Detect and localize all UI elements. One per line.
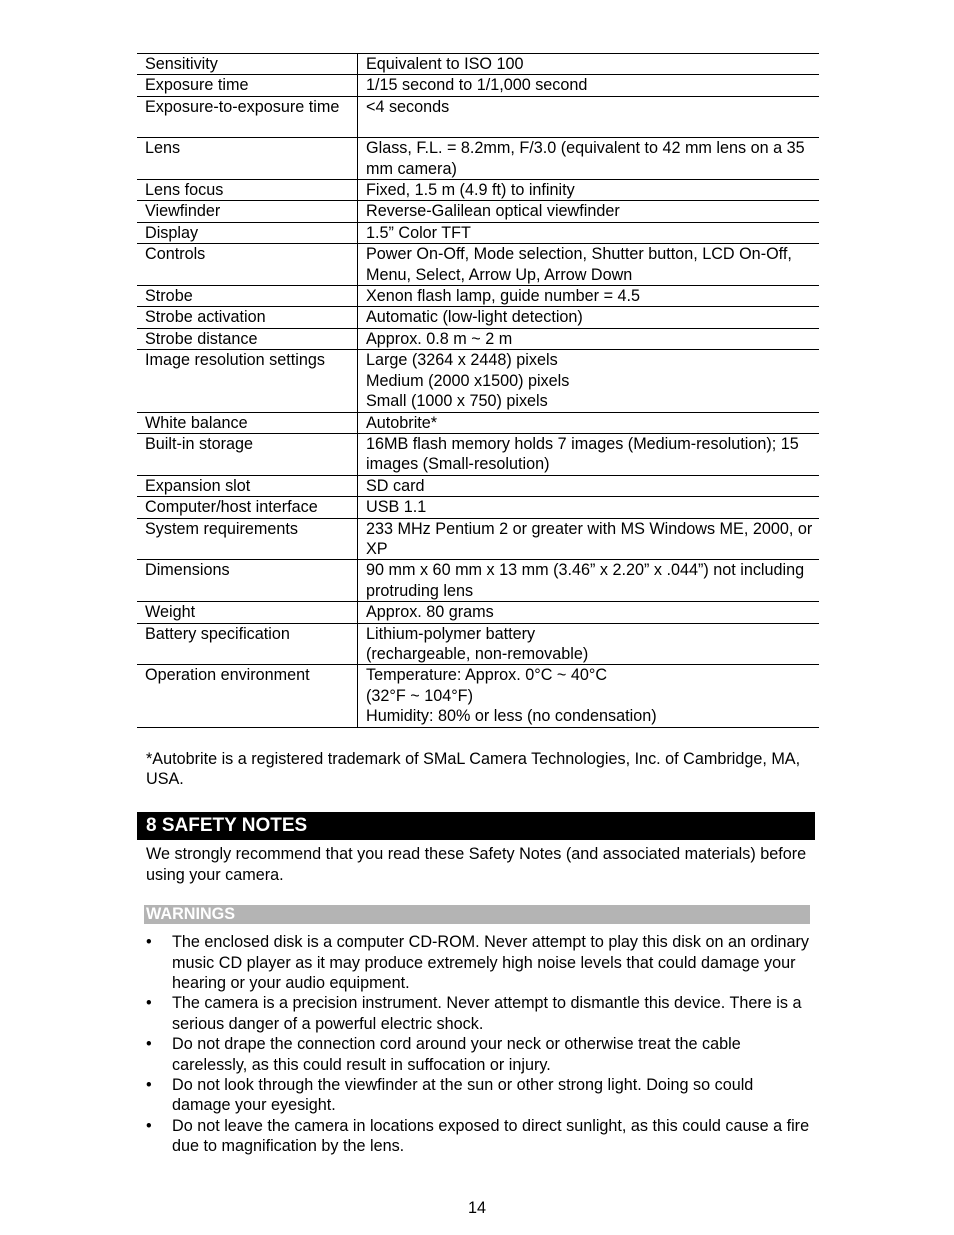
spec-value xyxy=(358,222,820,243)
spec-label: Dimensions xyxy=(137,560,358,602)
spec-label: System requirements xyxy=(137,518,358,560)
spec-value-line: Xenon flash lamp, guide number = 4.5 xyxy=(366,287,641,306)
spec-value xyxy=(358,518,820,560)
spec-label: Lens focus xyxy=(137,180,358,201)
section-heading: 8 SAFETY NOTES xyxy=(137,812,815,840)
spec-label: Controls xyxy=(137,244,358,286)
spec-value xyxy=(358,96,820,137)
spec-value-line: Lithium-polymer battery xyxy=(366,624,536,643)
spec-value-line: Glass, F.L. = 8.2mm, F/3.0 (equivalent to 42 mm lens on a 35 mm camera) xyxy=(366,139,805,178)
intro-paragraph: We strongly recommend that you read these Safety Notes (and associated materials) before using your camera. xyxy=(146,845,807,884)
spec-value xyxy=(358,602,820,623)
spec-value xyxy=(358,180,820,201)
spec-row xyxy=(137,96,819,137)
spec-value xyxy=(358,475,820,496)
spec-label: Computer/host interface xyxy=(137,497,358,518)
spec-value xyxy=(358,307,820,328)
spec-value-line: Humidity: 80% or less (no condensation) xyxy=(366,707,657,726)
spec-label: Built-in storage xyxy=(137,433,358,475)
spec-label: Operation environment xyxy=(137,665,358,727)
spec-label: Strobe activation xyxy=(137,307,358,328)
spec-row xyxy=(137,602,819,623)
spec-value xyxy=(358,138,820,180)
spec-row xyxy=(137,180,819,201)
spec-label: Display xyxy=(137,222,358,243)
spec-label: Weight xyxy=(137,602,358,623)
warning-item xyxy=(137,993,812,1034)
spec-value-line: Medium (2000 x1500) pixels xyxy=(366,371,570,390)
spec-value-line: USB 1.1 xyxy=(366,498,427,517)
page-number: 14 xyxy=(467,1199,486,1217)
spec-label: Exposure time xyxy=(137,75,358,96)
spec-value xyxy=(358,497,820,518)
spec-label: Sensitivity xyxy=(137,54,358,75)
spec-value-line: 90 mm x 60 mm x 13 mm (3.46” x 2.20” x .044”) not including protruding lens xyxy=(366,561,805,600)
spec-value xyxy=(358,665,820,727)
spec-label: Lens xyxy=(137,138,358,180)
spec-row xyxy=(137,412,819,433)
spec-value-line: 16MB flash memory holds 7 images (Medium-resolution); 15 images (Small-resolution) xyxy=(366,434,799,474)
spec-row xyxy=(137,286,819,307)
specifications-table xyxy=(137,53,819,728)
spec-value-line: Power On-Off, Mode selection, Shutter button, LCD On-Off, Menu, Select, Arrow Up, Arrow Down xyxy=(366,245,792,284)
warning-text: The enclosed disk is a computer CD-ROM. Never attempt to play this disk on an ordinary music CD player as it may produce extremely high noise levels that could damage your hearing or your audio equipment. xyxy=(172,933,809,993)
warning-item xyxy=(137,1075,812,1116)
spec-value-line: (32°F ~ 104°F) xyxy=(366,686,473,705)
spec-row xyxy=(137,665,819,727)
spec-value xyxy=(358,201,820,222)
spec-row xyxy=(137,307,819,328)
spec-label: Strobe distance xyxy=(137,328,358,349)
spec-value xyxy=(358,433,820,475)
warning-text: Do not leave the camera in locations exposed to direct sunlight, as this could cause a fire due to magnification by the lens. xyxy=(172,1116,810,1156)
bullet-icon: • xyxy=(146,933,152,952)
spec-value-line: Reverse-Galilean optical viewfinder xyxy=(366,202,620,221)
trademark-footnote: *Autobrite is a registered trademark of SMaL Camera Technologies, Inc. of Cambridge, MA, USA. xyxy=(146,749,801,788)
spec-value xyxy=(358,560,820,602)
spec-value xyxy=(358,328,820,349)
spec-label: White balance xyxy=(137,412,358,433)
spec-value-line: Fixed, 1.5 m (4.9 ft) to infinity xyxy=(366,181,575,200)
warning-text: Do not look through the viewfinder at the sun or other strong light. Doing so could damage your eyesight. xyxy=(172,1076,754,1115)
warning-item xyxy=(137,932,812,993)
spec-row xyxy=(137,497,819,518)
spec-row xyxy=(137,222,819,243)
spec-value-line: 1.5” Color TFT xyxy=(366,223,471,242)
spec-value-line: (rechargeable, non-removable) xyxy=(366,644,589,663)
spec-value xyxy=(358,244,820,286)
spec-value xyxy=(358,286,820,307)
document-page xyxy=(137,53,819,1157)
spec-row xyxy=(137,201,819,222)
spec-value-line: Equivalent to ISO 100 xyxy=(366,55,524,73)
spec-row xyxy=(137,244,819,286)
warnings-list xyxy=(137,932,819,1156)
spec-row xyxy=(137,54,819,75)
spec-row xyxy=(137,350,819,412)
spec-value-line: SD card xyxy=(366,476,425,495)
spec-row xyxy=(137,433,819,475)
spec-value-line: Approx. 0.8 m ~ 2 m xyxy=(366,329,513,348)
bullet-icon: • xyxy=(146,1035,152,1054)
spec-value xyxy=(358,350,820,412)
spec-value xyxy=(358,54,820,75)
spec-value-line: Small (1000 x 750) pixels xyxy=(366,392,548,411)
spec-label: Exposure-to-exposure time xyxy=(137,96,358,137)
warning-item xyxy=(137,1034,812,1075)
bullet-icon: • xyxy=(146,1116,152,1135)
spec-value-line: Autobrite* xyxy=(366,413,438,432)
spec-value-line: Approx. 80 grams xyxy=(366,603,494,622)
spec-row xyxy=(137,475,819,496)
spec-row xyxy=(137,560,819,602)
spec-value-line: <4 seconds xyxy=(366,97,450,116)
spec-value-line: Large (3264 x 2448) pixels xyxy=(366,351,558,370)
spec-value xyxy=(358,623,820,665)
warning-text: The camera is a precision instrument. Never attempt to dismantle this device. There is a serious danger of a powerful electric shock. xyxy=(172,994,802,1033)
bullet-icon: • xyxy=(146,1076,152,1095)
bullet-icon: • xyxy=(146,994,152,1013)
spec-label: Viewfinder xyxy=(137,201,358,222)
spec-value-line: 233 MHz Pentium 2 or greater with MS Windows ME, 2000, or XP xyxy=(366,519,813,558)
warning-text: Do not drape the connection cord around your neck or otherwise treat the cable carelessly, as this could result in suffocation or injury. xyxy=(172,1035,741,1074)
spec-row xyxy=(137,328,819,349)
spec-label: Battery specification xyxy=(137,623,358,665)
spec-label: Expansion slot xyxy=(137,475,358,496)
warning-item xyxy=(137,1116,812,1157)
spec-value xyxy=(358,412,820,433)
spec-label: Strobe xyxy=(137,286,358,307)
spec-value-line: 1/15 second to 1/1,000 second xyxy=(366,76,588,95)
spec-row xyxy=(137,518,819,560)
spec-row xyxy=(137,75,819,96)
spec-value-line: Automatic (low-light detection) xyxy=(366,308,583,327)
spec-row xyxy=(137,623,819,665)
warnings-header: WARNINGS xyxy=(144,905,810,924)
spec-row xyxy=(137,138,819,180)
spec-value-line: Temperature: Approx. 0°C ~ 40°C xyxy=(366,666,608,685)
spec-label: Image resolution settings xyxy=(137,350,358,412)
spec-value xyxy=(358,75,820,96)
